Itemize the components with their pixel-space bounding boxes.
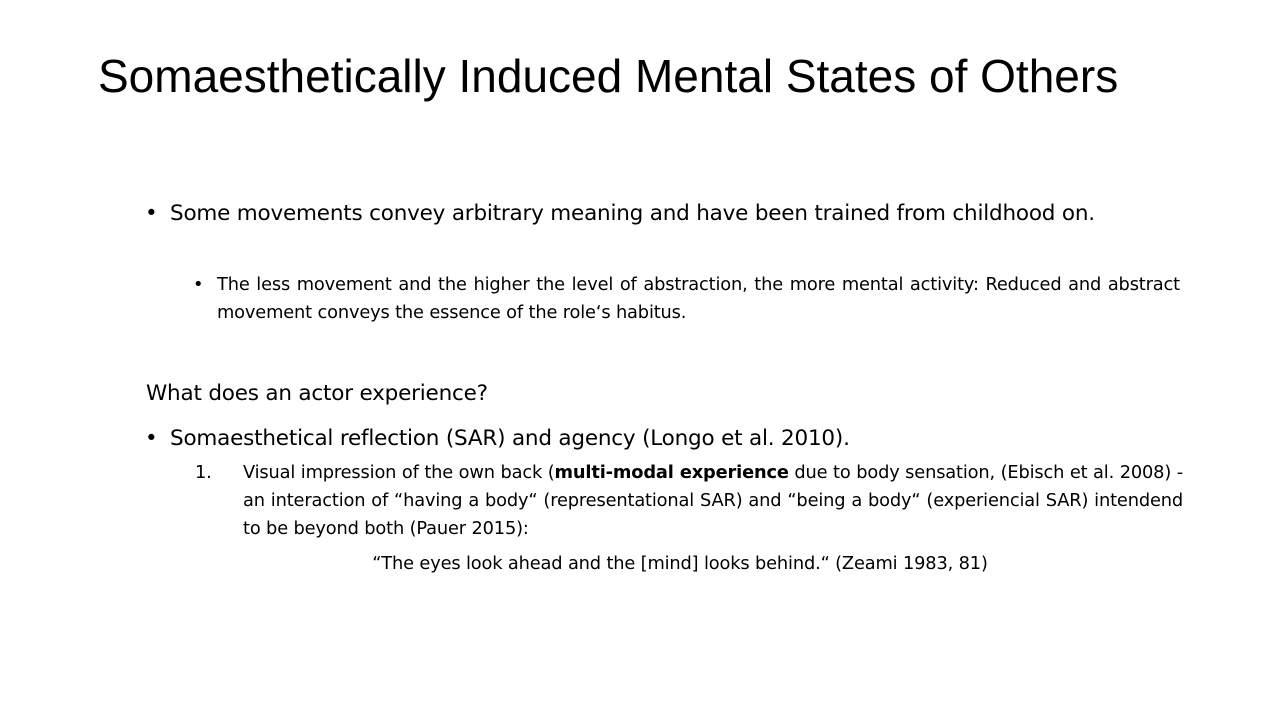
numbered-item (195, 459, 1183, 543)
bullet-text: Some movements convey arbitrary meaning and have been trained from childhood on. (170, 201, 1095, 226)
bullet-marker: • (193, 274, 204, 295)
bullet-item (145, 197, 1180, 230)
bullet-marker: • (145, 201, 158, 226)
emphasis-text: multi-modal experience (554, 462, 789, 483)
number-marker: 1. (195, 462, 212, 483)
question-text: What does an actor experience? (146, 381, 488, 406)
slide-title: Somaesthetically Induced Mental States of Others (98, 50, 1119, 102)
bullet-item (145, 422, 1180, 455)
sub-bullet-item (193, 271, 1180, 327)
numbered-text-end: due to body sensation, (Ebisch et al. 2008) - an interaction of “having a body“ (representational SAR) and “being a body“ (experiencial SAR) intendend to be beyond both (Pauer 2015): (243, 462, 1183, 539)
numbered-text-start: Visual impression of the own back ( (243, 462, 555, 483)
bullet-text: Somaesthetical reflection (SAR) and agency (Longo et al. 2010). (170, 426, 850, 451)
quote-text: “The eyes look ahead and the [mind] looks behind.“ (Zeami 1983, 81) (372, 553, 988, 574)
bullet-marker: • (145, 426, 158, 451)
sub-bullet-text: The less movement and the higher the level of abstraction, the more mental activity: Reduced and abstract movement conveys the essence of the role‘s habitus. (217, 274, 1180, 323)
